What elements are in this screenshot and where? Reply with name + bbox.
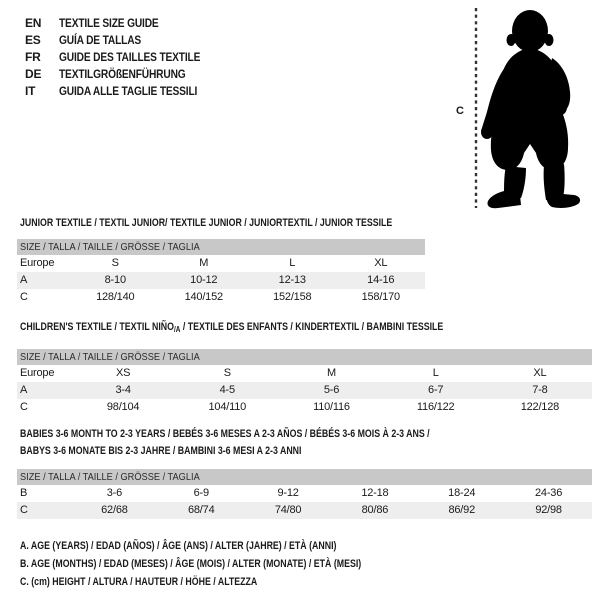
children-size-table (17, 349, 592, 416)
height-measure-label: C (456, 105, 464, 117)
size-cell: 86/92 (448, 504, 475, 516)
measure-notes (20, 537, 447, 591)
size-cell: 158/170 (361, 291, 400, 303)
language-title: GUÍA DE TALLAS (59, 33, 142, 47)
language-title-list (25, 15, 225, 100)
table-row-height (17, 502, 592, 519)
babies-title-line2: BABYS 3-6 MONATE BIS 2-3 JAHRE / BAMBINI 3-6 MESI A 2-3 ANNI (20, 445, 302, 457)
size-cell: 104/110 (208, 401, 247, 413)
size-cell: S (223, 367, 231, 379)
note-text: C. (cm) HEIGHT / ALTURA / HAUTEUR / HÖHE / ALTEZZA (20, 576, 258, 588)
table-row-age (17, 272, 425, 289)
language-title: GUIDE DES TAILLES TEXTILE (59, 50, 201, 64)
language-code: IT (25, 84, 36, 98)
language-title: TEXTILGRÖßENFÜHRUNG (59, 67, 186, 81)
size-cell: 14-16 (367, 274, 395, 286)
size-cell: M (327, 367, 336, 379)
size-cell: 152/158 (273, 291, 312, 303)
row-label: C (20, 504, 28, 516)
size-cell: L (432, 367, 439, 379)
size-cell: XL (533, 367, 547, 379)
size-cell: 122/128 (520, 401, 560, 413)
note-age-years (20, 537, 447, 555)
size-cell: 62/68 (101, 504, 128, 516)
size-cell: 8-10 (104, 274, 126, 286)
language-title: GUIDA ALLE TAGLIE TESSILI (59, 84, 198, 98)
babies-section-title (20, 426, 532, 460)
size-cell: 68/74 (187, 504, 215, 516)
size-cell: 7-8 (532, 384, 548, 396)
children-section-title (20, 320, 549, 337)
size-header-band (17, 349, 592, 365)
baby-silhouette-icon (481, 10, 580, 208)
language-code: EN (25, 16, 42, 30)
note-height-cm (20, 573, 447, 591)
table-row-europe (17, 365, 592, 382)
row-label: C (20, 291, 28, 303)
size-cell: M (199, 257, 209, 269)
size-cell: S (111, 257, 119, 269)
size-cell: 80/86 (361, 504, 389, 516)
language-code: FR (25, 50, 41, 64)
size-cell: 6-9 (193, 487, 209, 499)
size-cell: 10-12 (190, 274, 218, 286)
junior-section-title (20, 216, 485, 230)
size-cell: 9-12 (277, 487, 299, 499)
size-cell: 74/80 (274, 504, 302, 516)
size-header-band (17, 469, 592, 485)
language-row (25, 49, 225, 66)
language-row (25, 32, 225, 49)
children-section-title-text (20, 320, 443, 337)
size-cell: 98/104 (106, 401, 140, 413)
note-age-months (20, 555, 447, 573)
note-text: B. AGE (MONTHS) / EDAD (MESES) / ÂGE (MOIS) / ALTER (MONATE) / ETÀ (MESI) (20, 558, 362, 570)
language-row (25, 15, 225, 32)
note-text: A. AGE (YEARS) / EDAD (AÑOS) / ÂGE (ANS) / ALTER (JAHRE) / ETÀ (ANNI) (20, 540, 337, 552)
table-row-age-months (17, 485, 592, 502)
row-label: B (20, 487, 28, 499)
size-cell: XL (374, 257, 388, 269)
size-cell: XS (115, 367, 131, 379)
size-cell: 12-18 (361, 487, 389, 499)
junior-size-table (17, 239, 425, 306)
size-cell: 116/122 (416, 401, 455, 413)
size-cell: 110/116 (313, 401, 350, 413)
table-row-height (17, 289, 425, 306)
size-cell: 6-7 (428, 384, 444, 396)
size-cell: 3-6 (106, 487, 123, 499)
children-title-before: CHILDREN'S TEXTILE / TEXTIL NIÑO (20, 321, 174, 333)
size-header-text: SIZE / TALLA / TAILLE / GRÖSSE / TAGLIA (20, 471, 200, 483)
size-cell: 5-6 (323, 384, 340, 396)
baby-height-figure (450, 2, 600, 214)
baby-figure-svg (450, 2, 600, 214)
size-header-text: SIZE / TALLA / TAILLE / GRÖSSE / TAGLIA (20, 241, 200, 253)
table-row-europe (17, 255, 425, 272)
size-cell: 24-36 (535, 487, 563, 499)
table-row-age (17, 382, 592, 399)
language-row (25, 83, 225, 100)
language-row (25, 66, 225, 83)
size-cell: 92/98 (535, 504, 562, 516)
size-cell: 3-4 (115, 384, 131, 396)
table-row-height (17, 399, 592, 416)
row-label: A (20, 384, 28, 396)
row-label: Europe (20, 257, 55, 269)
size-header-band (17, 239, 425, 255)
size-cell: 12-13 (278, 274, 306, 286)
size-cell: 18-24 (448, 487, 476, 499)
language-code: DE (25, 67, 42, 81)
language-title: TEXTILE SIZE GUIDE (59, 16, 159, 30)
children-title-subscript: /A (173, 325, 181, 334)
row-label: Europe (20, 367, 55, 379)
row-label: A (20, 274, 28, 286)
size-cell: 4-5 (219, 384, 235, 396)
size-header-text: SIZE / TALLA / TAILLE / GRÖSSE / TAGLIA (20, 351, 200, 363)
babies-title-line1: BABIES 3-6 MONTH TO 2-3 YEARS / BEBÉS 3-6 MESES A 2-3 AÑOS / BÉBÉS 3-6 MOIS À 2-3 ANS / (20, 428, 430, 440)
junior-section-title-text: JUNIOR TEXTILE / TEXTIL JUNIOR/ TEXTILE JUNIOR / JUNIORTEXTIL / JUNIOR TESSILE (20, 217, 393, 229)
size-cell: 140/152 (184, 291, 223, 303)
row-label: C (20, 401, 28, 413)
size-cell: 128/140 (96, 291, 135, 303)
language-code: ES (25, 33, 41, 47)
babies-size-table (17, 469, 592, 519)
size-cell: L (289, 257, 296, 269)
children-title-after: / TEXTILE DES ENFANTS / KINDERTEXTIL / BAMBINI TESSILE (180, 321, 444, 333)
